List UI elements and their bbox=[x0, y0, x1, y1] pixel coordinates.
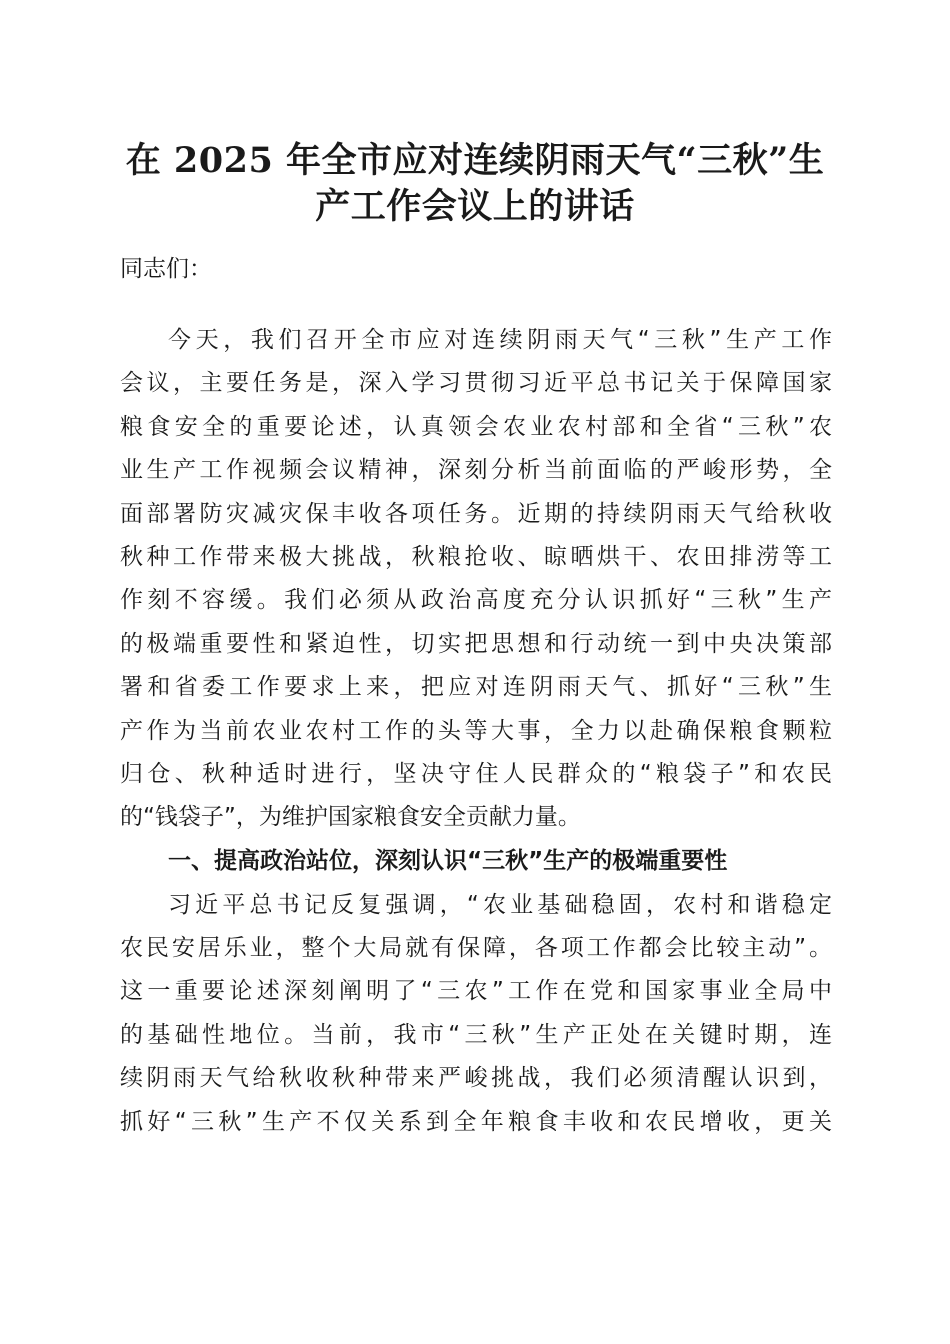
document-title-line-2: 产工作会议上的讲话 bbox=[315, 186, 635, 227]
paragraph-2-line: 续阴雨天气给秋收秋种带来严峻挑战，我们必须清醒认识到， bbox=[120, 1065, 832, 1091]
paragraph-1-line: 秋种工作带来极大挑战，秋粮抢收、晾晒烘干、农田排涝等工 bbox=[120, 544, 832, 570]
paragraph-1-line: 归仓、秋种适时进行，坚决守住人民群众的“粮袋子”和农民 bbox=[120, 761, 832, 787]
section-1-heading: 一、提高政治站位，深刻认识“三秋”生产的极端重要性 bbox=[168, 848, 728, 874]
paragraph-2-line: 这一重要论述深刻阐明了“三农”工作在党和国家事业全局中 bbox=[120, 978, 832, 1004]
paragraph-1-line: 今天，我们召开全市应对连续阴雨天气“三秋”生产工作 bbox=[168, 327, 832, 353]
paragraph-2-line: 抓好“三秋”生产不仅关系到全年粮食丰收和农民增收，更关 bbox=[120, 1109, 832, 1135]
paragraph-1-line: 作刻不容缓。我们必须从政治高度充分认识抓好“三秋”生产 bbox=[120, 587, 832, 613]
paragraph-2-line: 习近平总书记反复强调，“农业基础稳固，农村和谐稳定 bbox=[168, 892, 832, 918]
paragraph-1-line: 粮食安全的重要论述，认真领会农业农村部和全省“三秋”农 bbox=[120, 414, 832, 440]
document-title-line-1: 在 2025 年全市应对连续阴雨天气“三秋”生 bbox=[125, 140, 825, 181]
paragraph-1-line: 会议，主要任务是，深入学习贯彻习近平总书记关于保障国家 bbox=[120, 370, 832, 396]
paragraph-2-line: 农民安居乐业，整个大局就有保障，各项工作都会比较主动”。 bbox=[120, 935, 832, 961]
paragraph-1-line: 署和省委工作要求上来，把应对连阴雨天气、抓好“三秋”生 bbox=[120, 674, 832, 700]
salutation: 同志们： bbox=[120, 256, 212, 282]
paragraph-1-line: 面部署防灾减灾保丰收各项任务。近期的持续阴雨天气给秋收 bbox=[120, 501, 832, 527]
paragraph-1-line: 业生产工作视频会议精神，深刻分析当前面临的严峻形势，全 bbox=[120, 457, 832, 483]
paragraph-1-line: 产作为当前农业农村工作的头等大事，全力以赴确保粮食颗粒 bbox=[120, 718, 832, 744]
paragraph-1-line: 的极端重要性和紧迫性，切实把思想和行动统一到中央决策部 bbox=[120, 631, 832, 657]
paragraph-2-line: 的基础性地位。当前，我市“三秋”生产正处在关键时期，连 bbox=[120, 1022, 832, 1048]
paragraph-1-line: 的“钱袋子”，为维护国家粮食安全贡献力量。 bbox=[120, 804, 581, 830]
